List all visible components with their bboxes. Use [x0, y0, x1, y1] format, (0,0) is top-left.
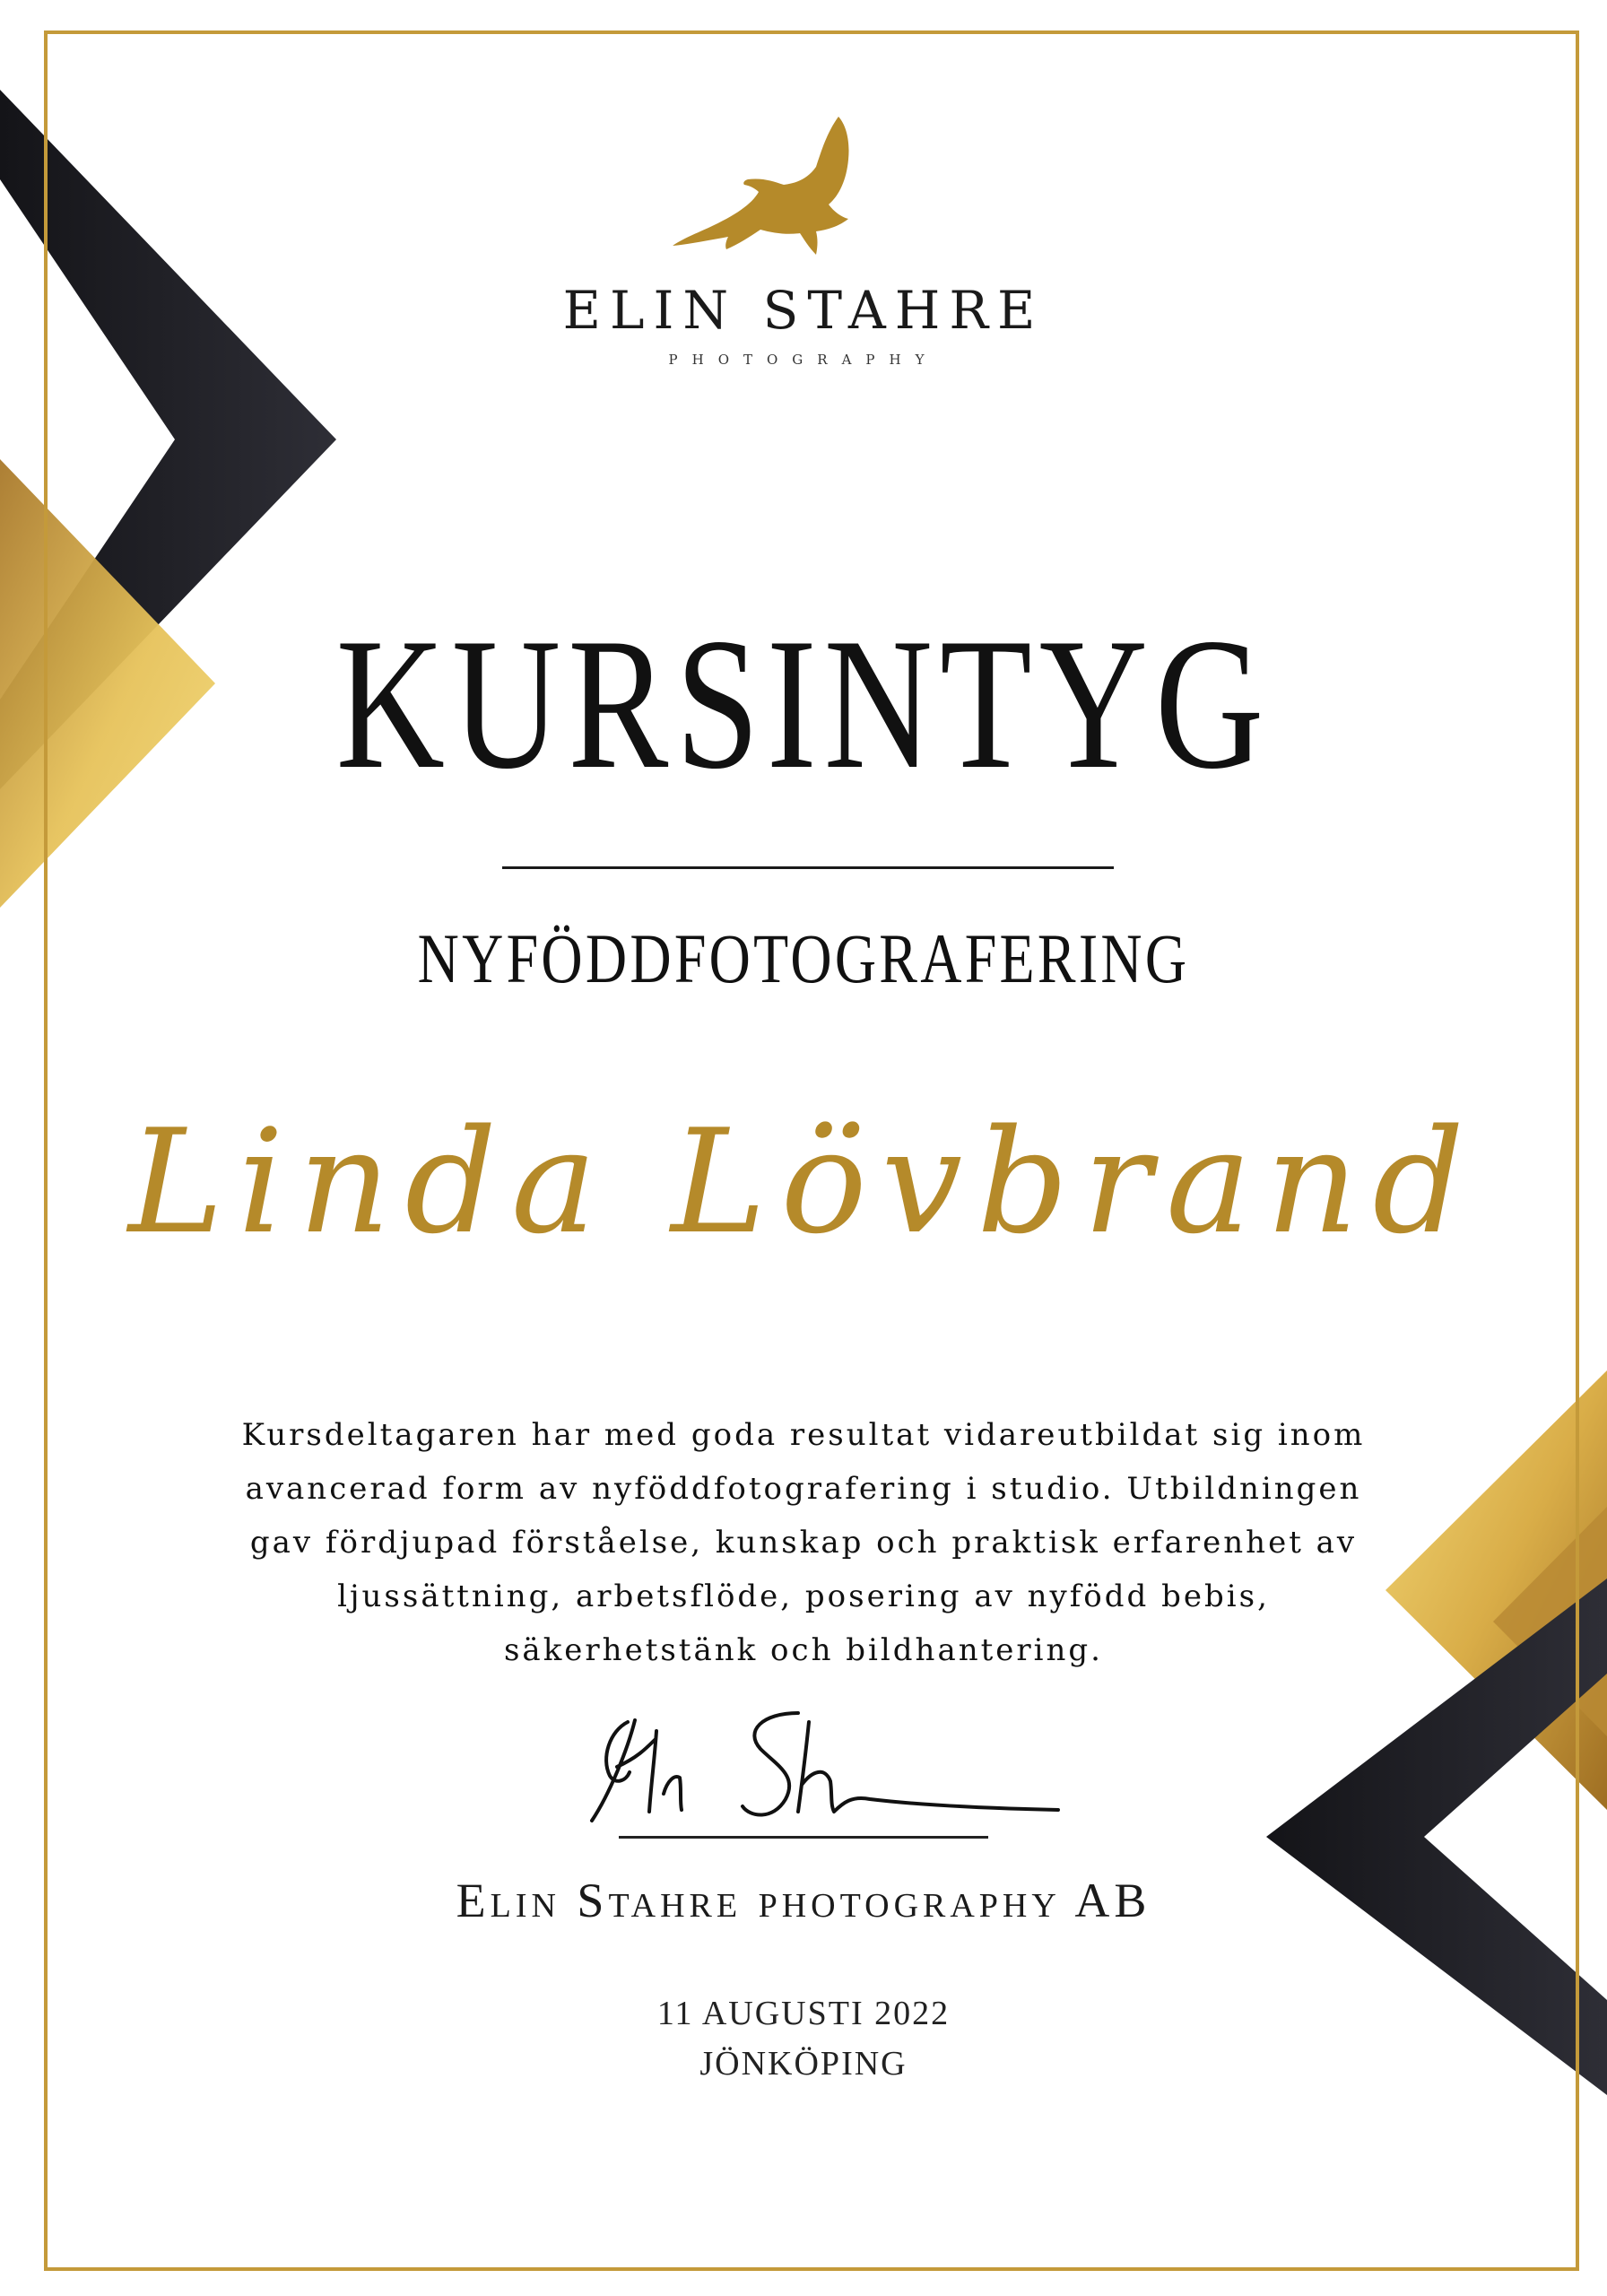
course-name: NYFÖDDFOTOGRAFERING [417, 919, 1190, 997]
recipient-name: Linda Lövbrand [128, 1098, 1479, 1265]
bird-icon [673, 115, 870, 258]
signature-line [619, 1836, 988, 1839]
brand-subtitle: PHOTOGRAPHY [668, 352, 939, 368]
company-name-text: Elin Stahre photography AB [456, 1874, 1151, 1927]
certificate-title: KURSINTYG [335, 600, 1272, 808]
brand-name: ELIN STAHRE [562, 280, 1045, 341]
course-description: Kursdeltagaren har med goda resultat vidareutbildat sig inom avancerad form av nyföddfotografering i studio. Utbildningen gav fördjupad förståelse, kunskap och praktisk erfarenhet av ljussättning, arbetsflöde, posering av nyfödd bebis, säkerhetstänk och bildhantering. [241, 1417, 1366, 1668]
title-divider [502, 866, 1114, 869]
company-name [0, 1876, 1607, 1925]
issue-date: 11 AUGUSTI 2022 [656, 1995, 951, 2032]
handwritten-signature [574, 1695, 1076, 1830]
issue-city: JÖNKÖPING [699, 2045, 908, 2083]
